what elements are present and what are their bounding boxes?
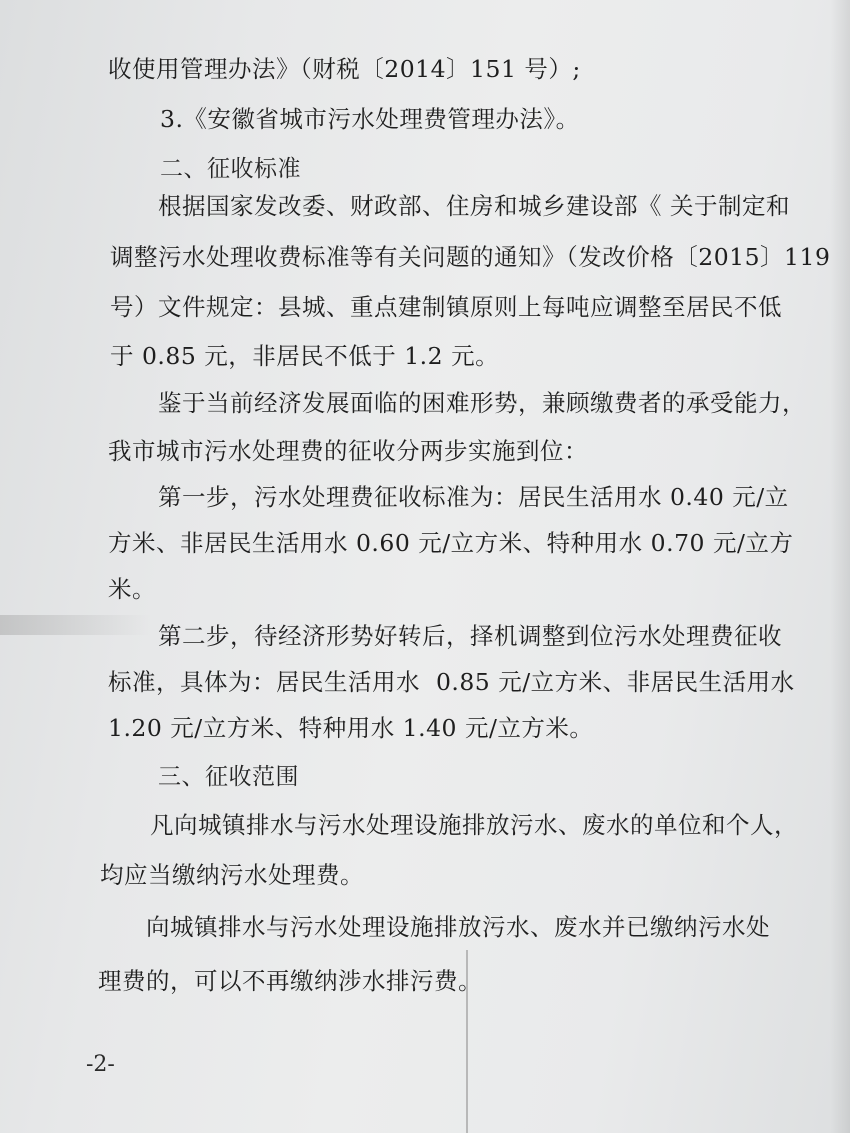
text-line: 于 0.85 元，非居民不低于 1.2 元。 [110,342,500,370]
page-number: -2- [86,1052,115,1077]
text-line: 标准，具体为：居民生活用水 0.85 元/立方米、非居民生活用水 [108,668,795,696]
text-line: 第一步，污水处理费征收标准为：居民生活用水 0.40 元/立 [158,483,789,511]
text-line: 向城镇排水与污水处理设施排放污水、废水并已缴纳污水处 [146,913,770,941]
text-line: 收使用管理办法》（财税〔2014〕151 号）; [108,55,581,83]
text-line: 1.20 元/立方米、特种用水 1.40 元/立方米。 [108,714,594,742]
text-line: 均应当缴纳污水处理费。 [100,861,364,889]
text-line: 调整污水处理收费标准等有关问题的通知》（发改价格〔2015〕119 [110,243,831,271]
paper-smudge [0,615,150,635]
text-line: 鉴于当前经济发展面临的困难形势，兼顾缴费者的承受能力， [158,389,806,417]
section-heading-standards: 二、征收标准 [160,156,301,182]
text-line: 号）文件规定：县城、重点建制镇原则上每吨应调整至居民不低 [110,293,782,321]
text-line: 理费的，可以不再缴纳涉水排污费。 [98,967,482,995]
section-heading-scope: 三、征收范围 [158,764,299,790]
text-line: 3.《安徽省城市污水处理费管理办法》。 [160,105,580,133]
text-line: 米。 [108,575,156,603]
text-line: 方米、非居民生活用水 0.60 元/立方米、特种用水 0.70 元/立方 [108,529,794,557]
page-edge-shadow [830,0,850,1133]
text-line: 第二步，待经济形势好转后，择机调整到位污水处理费征收 [158,622,782,650]
text-line: 凡向城镇排水与污水处理设施排放污水、废水的单位和个人， [150,811,798,839]
text-line: 我市城市污水处理费的征收分两步实施到位： [108,437,588,465]
text-line: 根据国家发改委、财政部、住房和城乡建设部《 关于制定和 [158,192,790,220]
